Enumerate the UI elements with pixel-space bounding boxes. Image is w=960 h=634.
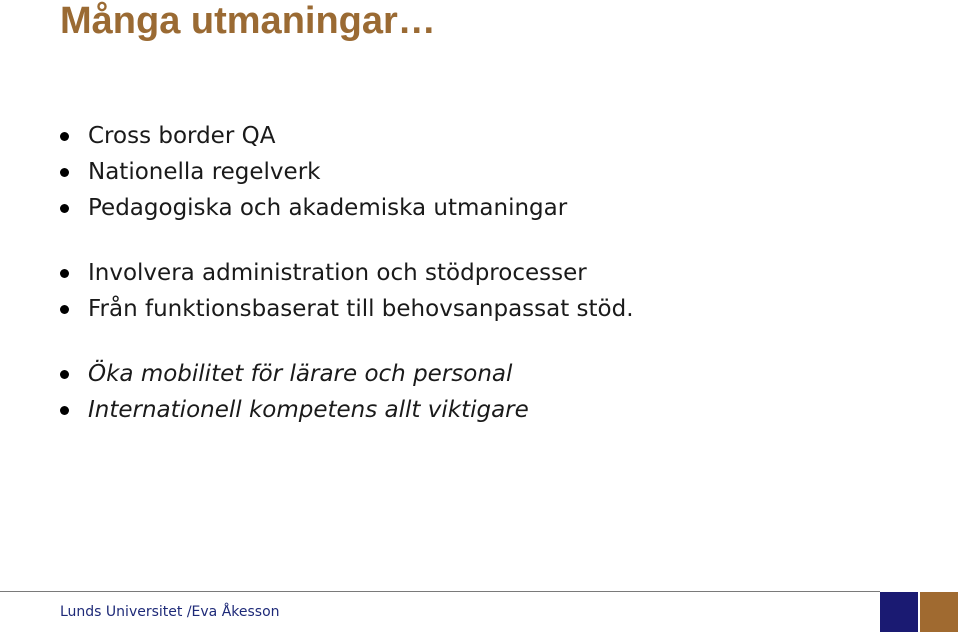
bullet-item [58,356,918,392]
bullet-dot-icon [60,305,69,314]
bullet-dot-icon [60,204,69,213]
bullet-text: Cross border QA [88,123,276,149]
bullet-item [58,291,918,327]
bullet-item [58,190,918,226]
bullet-item [58,154,918,190]
bullet-text: Internationell kompetens allt viktigare [88,397,529,423]
bullet-text: Nationella regelverk [88,159,321,185]
bullet-text: Från funktionsbaserat till behovsanpassat stöd. [88,296,634,322]
footer-credit: Lunds Universitet /Eva Åkesson [60,604,280,620]
bullet-dot-icon [60,406,69,415]
bullet-text: Öka mobilitet för lärare och personal [88,361,513,387]
bullet-item [58,118,918,154]
bullet-dot-icon [60,132,69,141]
brand-navy-block [880,592,918,632]
bullet-text: Involvera administration och stödprocesser [88,260,587,286]
bullet-dot-icon [60,168,69,177]
bullet-dot-icon [60,370,69,379]
bullet-list [58,118,918,428]
bullet-item [58,255,918,291]
slide-title: Många utmaningar… [60,0,436,42]
footer-divider [0,591,880,592]
brand-gold-block [920,592,958,632]
bullet-dot-icon [60,269,69,278]
bullet-item [58,392,918,428]
bullet-text: Pedagogiska och akademiska utmaningar [88,195,568,221]
